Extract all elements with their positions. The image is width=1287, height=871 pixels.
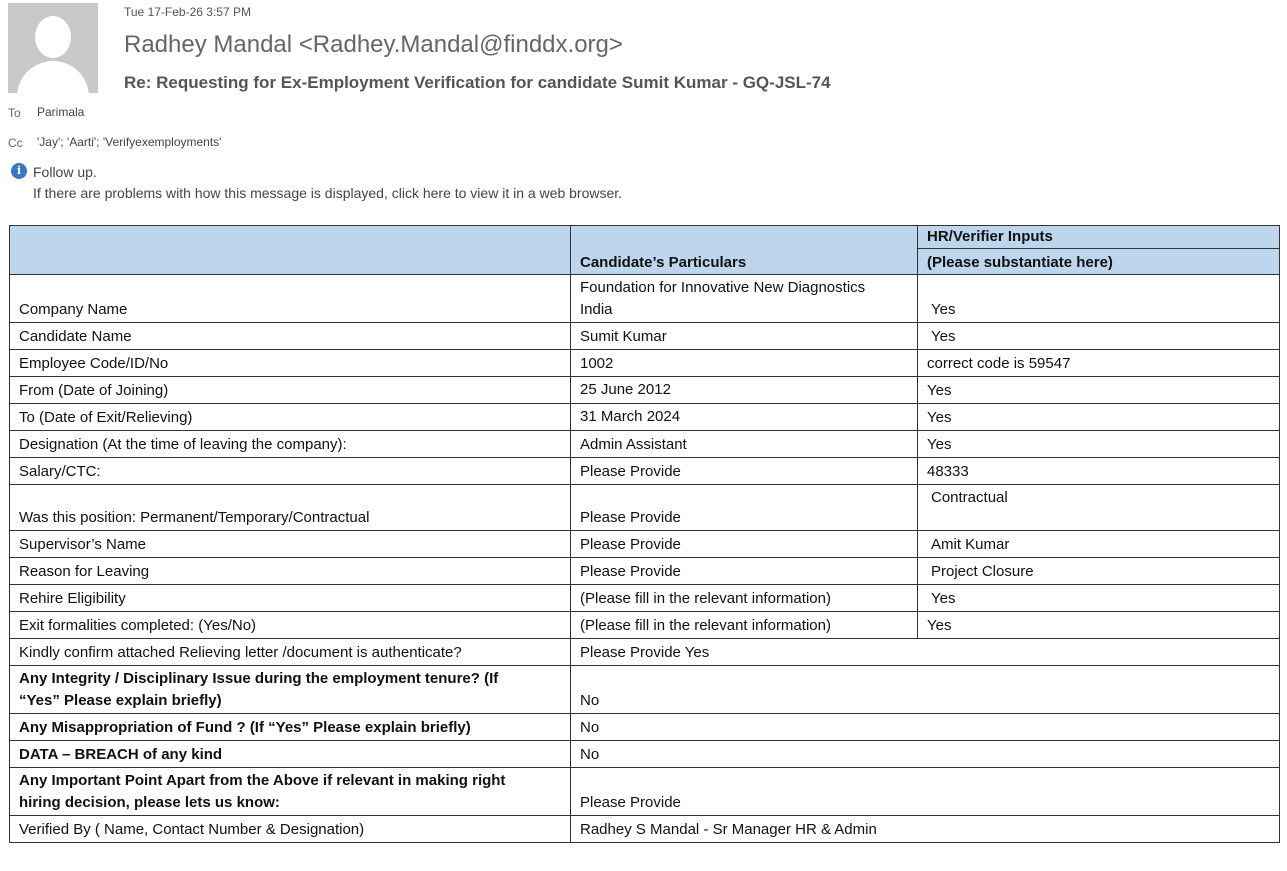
row-input: Project Closure [918, 558, 1280, 585]
avatar-body [17, 61, 89, 93]
cc-label: Cc [8, 136, 23, 150]
row-label: Designation (At the time of leaving the company): [10, 431, 571, 458]
email-subject: Re: Requesting for Ex-Employment Verification for candidate Sumit Kumar - GQ-JSL-74 [124, 73, 831, 92]
view-in-browser-link[interactable]: If there are problems with how this message is displayed, click here to view it in a web browser. [33, 185, 623, 201]
table-row [10, 431, 1280, 458]
table-row [10, 558, 1280, 585]
table-row [10, 639, 1280, 666]
row-label: Was this position: Permanent/Temporary/Contractual [10, 485, 571, 531]
row-value: Radhey S Mandal - Sr Manager HR & Admin [571, 816, 1280, 843]
row-input: 48333 [918, 458, 1280, 485]
follow-up-flag: Follow up. [33, 164, 97, 180]
row-label: Company Name [10, 275, 571, 323]
header-candidate-particulars: Candidate’s Particulars [571, 226, 918, 275]
row-particulars: (Please fill in the relevant information) [571, 612, 918, 639]
row-input: Amit Kumar [918, 531, 1280, 558]
row-value: No [571, 741, 1280, 768]
row-input: Yes [918, 377, 1280, 404]
row-label: Any Integrity / Disciplinary Issue during the employment tenure? (If “Yes” Please explain briefly) [10, 666, 571, 714]
row-particulars: 1002 [571, 350, 918, 377]
row-input: correct code is 59547 [918, 350, 1280, 377]
table-row [10, 377, 1280, 404]
row-particulars: Please Provide [571, 531, 918, 558]
row-particulars: Admin Assistant [571, 431, 918, 458]
row-particulars: Foundation for Innovative New Diagnostics India [571, 275, 918, 323]
table-row [10, 714, 1280, 741]
row-label: Any Misappropriation of Fund ? (If “Yes” Please explain briefly) [10, 714, 571, 741]
header-hr-inputs: HR/Verifier Inputs [918, 226, 1280, 249]
row-input: Yes [918, 612, 1280, 639]
row-label: Employee Code/ID/No [10, 350, 571, 377]
row-particulars: (Please fill in the relevant information) [571, 585, 918, 612]
table-row [10, 458, 1280, 485]
row-label: Verified By ( Name, Contact Number & Designation) [10, 816, 571, 843]
table-row [10, 404, 1280, 431]
row-label: Reason for Leaving [10, 558, 571, 585]
row-value: Please Provide Yes [571, 639, 1280, 666]
row-input: Yes [918, 404, 1280, 431]
to-recipients[interactable]: Parimala [37, 105, 85, 119]
row-particulars: Please Provide [571, 458, 918, 485]
row-label: Kindly confirm attached Relieving letter /document is authenticate? [10, 639, 571, 666]
sender-name[interactable]: Radhey Mandal <Radhey.Mandal@finddx.org> [124, 31, 623, 58]
info-icon: i [11, 163, 27, 179]
table-row [10, 350, 1280, 377]
email-date: Tue 17-Feb-26 3:57 PM [124, 5, 251, 19]
row-particulars: 25 June 2012 [571, 377, 918, 404]
row-value: No [571, 714, 1280, 741]
table-row [10, 485, 1280, 531]
row-input: Contractual [918, 485, 1280, 531]
row-input: Yes [918, 431, 1280, 458]
sender-avatar [8, 3, 98, 93]
row-particulars: Please Provide [571, 485, 918, 531]
row-label: Candidate Name [10, 323, 571, 350]
row-input: Yes [918, 275, 1280, 323]
row-value: No [571, 666, 1280, 714]
row-label: DATA – BREACH of any kind [10, 741, 571, 768]
table-row [10, 768, 1280, 816]
table-row [10, 612, 1280, 639]
row-particulars: Sumit Kumar [571, 323, 918, 350]
table-row [10, 323, 1280, 350]
table-row [10, 531, 1280, 558]
row-label: Exit formalities completed: (Yes/No) [10, 612, 571, 639]
header-cell-blank [10, 226, 571, 275]
table-row [10, 585, 1280, 612]
table-row [10, 741, 1280, 768]
table-header-row [10, 226, 1280, 249]
row-label: Salary/CTC: [10, 458, 571, 485]
verification-table [9, 225, 1280, 843]
table-row [10, 816, 1280, 843]
row-particulars: 31 March 2024 [571, 404, 918, 431]
cc-recipients[interactable]: 'Jay'; 'Aarti'; 'Verifyexemployments' [37, 135, 222, 149]
header-substantiate: (Please substantiate here) [918, 249, 1280, 275]
row-input: Yes [918, 585, 1280, 612]
row-label: Any Important Point Apart from the Above if relevant in making right hiring decision, please lets us know: [10, 768, 571, 816]
row-input: Yes [918, 323, 1280, 350]
avatar-head [35, 16, 71, 58]
to-label: To [8, 106, 21, 120]
row-particulars: Please Provide [571, 558, 918, 585]
row-label: Rehire Eligibility [10, 585, 571, 612]
row-label: From (Date of Joining) [10, 377, 571, 404]
row-value: Please Provide [571, 768, 1280, 816]
row-label: Supervisor’s Name [10, 531, 571, 558]
table-row [10, 666, 1280, 714]
row-label: To (Date of Exit/Relieving) [10, 404, 571, 431]
table-row [10, 275, 1280, 323]
